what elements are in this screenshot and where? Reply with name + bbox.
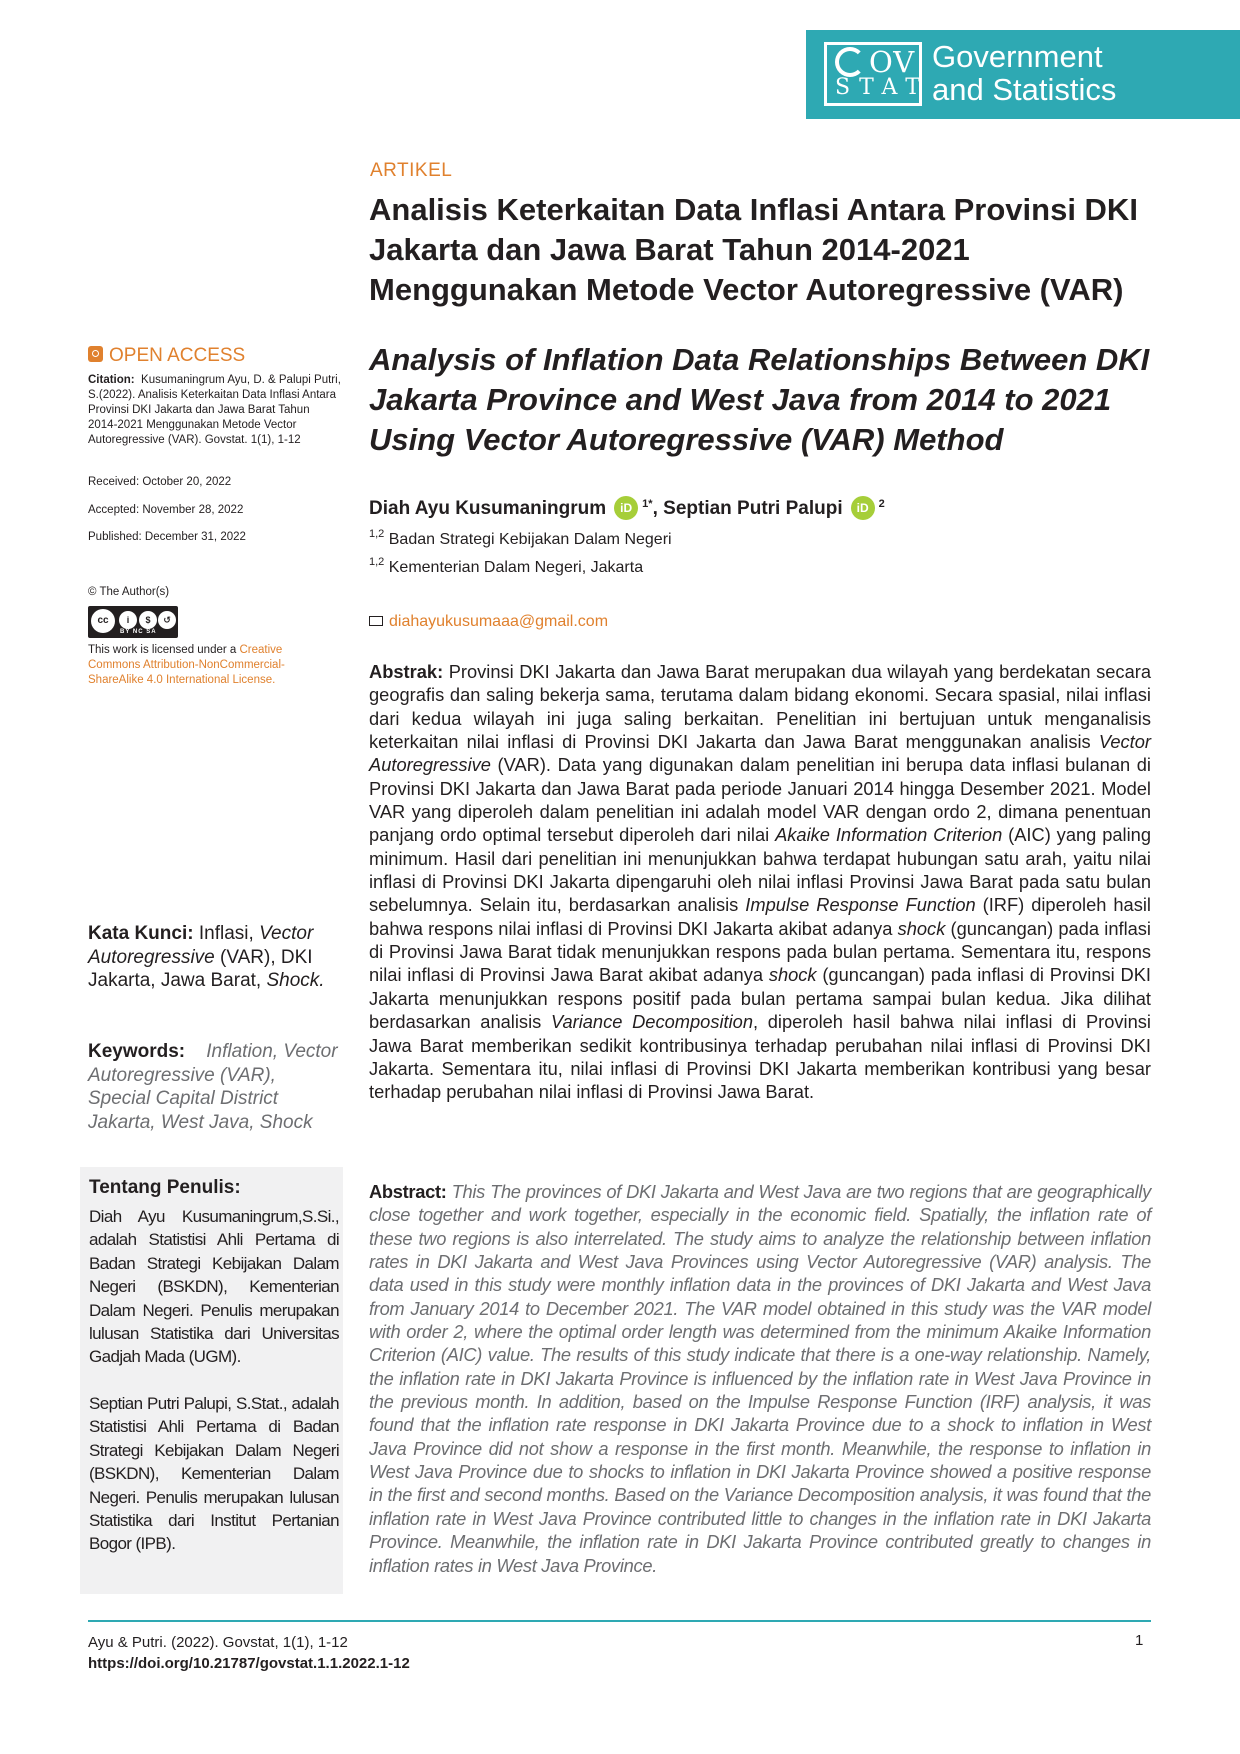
abstract-text: This The provinces of DKI Jakarta and West Java are two regions that are geographically close together and work together, especially in the economic field. Spatially, the inflation rate of these two regions is also interrelated. The study aims to analyze the relationship between inflation rates in DKI Jakarta and West Java Provinces using Vector Autoregressive (VAR) analysis. The data used in this study were monthly inflation data in the provinces of DKI Jakarta and West Java from January 2014 to December 2021. The VAR model obtained in this study was the VAR model with order 2, where the optimal order length was determined from the minimum Akaike Information Criterion (AIC) value. The results of this study indicate that there is a one-way relationship. Namely, the inflation rate in DKI Jakarta Province is influenced by the inflation rate in West Java Province in the previous month. In addition, based on the Impulse Response Function (IRF) analysis, it was found that the inflation rate response in DKI Jakarta Province due to a shock to inflation in West Java Province did not show a response in the first month. Meanwhile, the response to inflation in West Java Province due to shocks to inflation in DKI Jakarta Province showed a positive response in the first and second months. Based on the Variance Decomposition analysis, it was found that the inflation rate in West Java Province contributed little to changes in the inflation rate in DKI Jakarta Province. Meanwhile, the inflation rate in DKI Jakarta Province contributed greatly to changes in inflation rates in West Java Province. [369,1181,1151,1576]
citation [88,373,342,448]
mail-icon [369,616,383,626]
cc-sa-icon: ↺ [158,611,176,629]
cc-icon: cc [91,609,115,633]
affiliation-2-sup: 1,2 [369,556,385,568]
page-number: 1 [1135,1632,1144,1649]
footer-rule [88,1620,1151,1622]
journal-logo [806,30,1240,119]
journal-name-line2: and Statistics [932,72,1117,107]
affiliation-1-sup: 1,2 [369,528,385,540]
kata-kunci-part-3: (VAR), DKI Jakarta, Jawa Barat, [88,946,313,991]
author-2-name: Septian Putri Palupi [663,498,843,519]
logo-mark-stat: STAT [835,75,929,100]
journal-name-line1: Government [932,39,1103,74]
affiliation-2-text: Kementerian Dalam Negeri, Jakarta [388,559,644,576]
journal-name [932,40,1116,106]
copyright: © The Author(s) [88,586,170,598]
abstrak-indonesian [369,660,1151,1104]
author-bio-1: Diah Ayu Kusumaningrum,S.Si., adalah Statistisi Ahli Pertama di Badan Strategi Kebijakan Dalam Negeri (BSKDN), Kementerian Dalam Negeri. Penulis merupakan lulusan Statistika dari Universitas Gadjah Mada (UGM). [89,1207,339,1367]
cc-nc-icon: $ [139,611,157,629]
license-note [88,643,318,688]
affiliation-1-text: Badan Strategi Kebijakan Dalam Negeri [388,531,672,548]
abstrak-text-2: (VAR). Data yang digunakan dalam penelitian ini berupa data inflasi bulanan di Provinsi DKI Jakarta dan Jawa Barat pada periode Januari 2014 hingga Desember 2021. Model VAR yang diperoleh dalam penelitian ini adalah model VAR dengan ordo 2, dimana penentuan panjang ordo optimal tersebut diperoleh dari nilai [369,754,1151,846]
abstrak-text-6: (guncangan) pada inflasi di Provinsi DKI Jakarta menunjukkan respons positif pada bulan pertama sampai bulan kedua. Jika dilihat berdasarkan analisis [369,964,1151,1033]
orcid-icon[interactable]: iD [851,496,875,520]
abstrak-text-3: (AIC) yang paling minimum. Hasil dari penelitian ini menunjukkan bahwa terdapat hubungan satu arah, yaitu nilai inflasi di Provinsi DKI Jakarta dipengaruhi oleh nilai inflasi Provinsi Jawa Barat pada satu bulan sebelumnya. Selain itu, berdasarkan analisis [369,824,1151,916]
received-date: Received: October 20, 2022 [88,476,232,488]
footer-citation [88,1632,410,1674]
affiliation-2 [369,556,643,577]
about-authors-title: Tentang Penulis: [89,1177,241,1198]
abstrak-italic-5: shock [768,964,817,986]
govstat-mark [824,42,929,106]
abstract-english [369,1180,1151,1577]
keywords-label: Keywords: [88,1041,186,1062]
license-link[interactable]: Creative Commons Attribution-NonCommercial-ShareAlike 4.0 International License. [88,644,285,686]
cc-labels: BY NC SA [120,629,157,635]
author-line [369,496,885,520]
about-authors-box [80,1167,343,1594]
abstrak-text-5: (guncangan) pada inflasi di Provinsi Jawa Barat tidak menunjukkan respons pada bulan pertama. Sementara itu, respons nilai inflasi di Provinsi Jawa Barat akibat adanya [369,917,1151,986]
cc-license-badge [88,606,178,638]
affiliation-1 [369,528,672,549]
author-1-name: Diah Ayu Kusumaningrum [369,498,607,519]
logo-mark-ov: OV [869,45,916,79]
author-bio-2: Septian Putri Palupi, S.Stat., adalah Statistisi Ahli Pertama di Badan Strategi Kebijakan Dalam Negeri (BSKDN), Kementerian Dalam Negeri. Penulis merupakan lulusan Statistika dari Institut Pertanian Bogor (IPB). [89,1394,339,1554]
accepted-date: Accepted: November 28, 2022 [88,504,244,516]
author-2-sup: 2 [878,498,885,510]
abstrak-italic-3: Impulse Response Function [745,894,976,916]
kata-kunci-part-1: Inflasi, [193,923,260,944]
keywords [88,1040,338,1134]
cc-by-icon: i [119,611,137,629]
license-prefix: This work is licensed under a [88,644,240,656]
abstrak-text-7: , diperoleh hasil bahwa nilai inflasi di Provinsi Jawa Barat memberikan sedikit kontribusinya terhadap perubahan nilai inflasi di Provinsi DKI Jakarta. Sementara itu, nilai inflasi di Provinsi DKI Jakarta memberikan kontribusi yang besar terhadap perubahan nilai inflasi di Provinsi Jawa Barat. [369,1011,1151,1103]
corresponding-email [369,613,608,631]
kata-kunci-part-2: Vector Autoregressive [88,923,314,968]
author-1-sup: 1* [642,498,653,510]
open-access-icon [88,346,103,362]
citation-label: Citation: [88,374,135,386]
abstract-label: Abstract: [369,1181,447,1202]
abstrak-italic-4: shock [897,917,946,939]
abstrak-label: Abstrak: [369,661,444,682]
author-separator: , [652,498,664,519]
published-date: Published: December 31, 2022 [88,531,246,543]
open-access [88,345,245,367]
abstrak-text-1: Provinsi DKI Jakarta dan Jawa Barat merupakan dua wilayah yang berdekatan secara geografis dan saling bekerja sama, terutama dalam bidang ekonomi. Secara spasial, nilai inflasi dari kedua wilayah ini juga saling berkaitan. Penelitian ini bertujuan untuk menganalisis keterkaitan nilai inflasi di Provinsi DKI Jakarta dan Jawa Barat menggunakan analisis [369,661,1151,753]
abstrak-italic-6: Variance Decomposition [550,1011,753,1033]
footer-cite: Ayu & Putri. (2022). Govstat, 1(1), 1-12 [88,1634,348,1651]
kata-kunci-part-4: Shock. [266,970,325,991]
abstrak-text-4: (IRF) diperoleh hasil bahwa respons nilai inflasi di Provinsi DKI Jakarta akibat adanya [369,894,1151,939]
kata-kunci [88,922,328,993]
citation-text: Kusumaningrum Ayu, D. & Palupi Putri, S.(2022). Analisis Keterkaitan Data Inflasi Antara Provinsi DKI Jakarta dan Jawa Barat Tahun 2014-2021 Menggunakan Metode Vector Autoregressive (VAR). Govstat. 1(1), 1-12 [88,374,341,446]
article-type: ARTIKEL [370,160,453,181]
open-access-label: OPEN ACCESS [109,345,246,366]
abstrak-italic-2: Akaike Information Criterion [775,824,1003,846]
logo-g-shape [835,47,865,77]
abstrak-italic-1: Vector Autoregressive [369,731,1151,776]
keywords-value: Inflation, Vector Autoregressive (VAR), Special Capital District Jakarta, West Java, Shock [88,1041,338,1133]
title-indonesian: Analisis Keterkaitan Data Inflasi Antara Provinsi DKI Jakarta dan Jawa Barat Tahun 2014-2021 Menggunakan Metode Vector Autoregressive (VAR) [369,192,1138,307]
title-english: Analysis of Inflation Data Relationships Between DKI Jakarta Province and West Java from 2014 to 2021 Using Vector Autoregressive (VAR) Method [369,342,1150,457]
kata-kunci-label: Kata Kunci: [88,923,194,944]
orcid-icon[interactable]: iD [614,496,638,520]
email-link[interactable]: diahayukusumaaa@gmail.com [389,613,609,630]
doi-link[interactable]: https://doi.org/10.21787/govstat.1.1.2022.1-12 [88,1655,410,1672]
